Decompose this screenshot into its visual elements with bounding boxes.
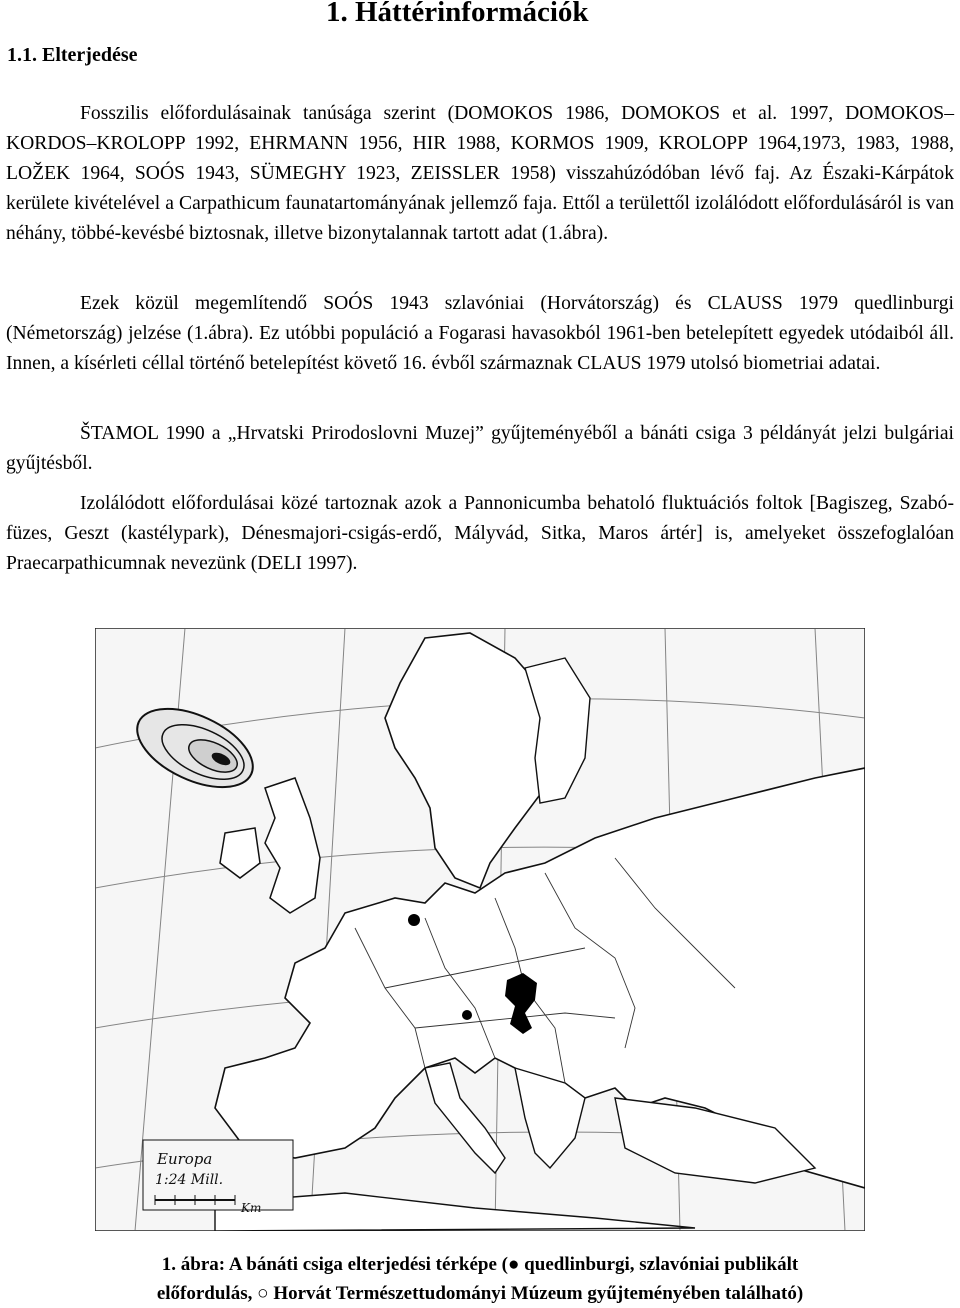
- quedlinburg-occurrence-dot: [408, 914, 420, 926]
- page-title: 1. Háttérinformációk: [326, 0, 589, 28]
- body-paragraph-3: [6, 419, 954, 479]
- body-paragraph-2: [6, 289, 954, 379]
- map-label-scale: 1:24 Mill.: [155, 1172, 224, 1188]
- paragraph-text: Ezek közül megemlítendő SOÓS 1943 szlavóniai (Horvátország) és CLAUSS 1979 quedlinburgi (Németország) jelzése (1.ábra). Ez utóbbi populáció a Fogarasi havasokból 1961-ben betelepített egyedek utódaiból áll. Innen, a kísérleti céllal történő betelepítést követő 16. évből származnak CLAUS 1979 utolsó biometriai adatai.: [6, 293, 954, 374]
- paragraph-text: Izolálódott előfordulásai közé tartoznak azok a Pannonicumba behatoló fluktuációs foltok [Bagiszeg, Szabó-füzes, Geszt (kastélypark), Dénesmajori-csigás-erdő, Mályvád, Sitka, Maros ártér] is, amelyeket összefoglalóan Praecarpathicumnak nevezünk (DELI 1997).: [6, 493, 954, 574]
- section-heading: 1.1. Elterjedése: [7, 44, 138, 66]
- scale-unit-label: Km: [241, 1201, 262, 1215]
- body-paragraph-1: [6, 99, 954, 249]
- map-label-europa: Europa: [157, 1150, 213, 1168]
- caption-line-1: 1. ábra: A bánáti csiga elterjedési térképe (● quedlinburgi, szlavóniai publikált: [161, 1254, 799, 1275]
- body-paragraph-4: [6, 489, 954, 579]
- distribution-map-figure: [95, 628, 865, 1231]
- europe-map: [95, 628, 865, 1231]
- paragraph-text: ŠTAMOL 1990 a „Hrvatski Prirodoslovni Muzej” gyűjteményéből a bánáti csiga 3 példányát jelzi bulgáriai gyűjtésből.: [6, 423, 954, 474]
- figure-caption: [0, 1250, 960, 1308]
- slavonia-occurrence-dot: [462, 1010, 472, 1020]
- paragraph-text: Fosszilis előfordulásainak tanúsága szerint (DOMOKOS 1986, DOMOKOS et al. 1997, DOMOKOS–KORDOS–KROLOPP 1992, EHRMANN 1956, HIR 1988, KORMOS 1909, KROLOPP 1964,1973, 1983, 1988, LOŽEK 1964, SOÓS 1943, SÜMEGHY 1923, ZEISSLER 1958) visszahúzódóban lévő faj. Az Északi-Kárpátok kerülete kivételével a Carpathicum faunatartományának jellemző faja. Ettől a területtől izolálódott előfordulásáról is van néhány, többé-kevésbé biztosnak, illetve bizonytalannak tartott adat (1.ábra).: [6, 103, 954, 244]
- caption-line-2: előfordulás, ○ Horvát Természettudományi Múzeum gyűjteményében található): [156, 1283, 804, 1304]
